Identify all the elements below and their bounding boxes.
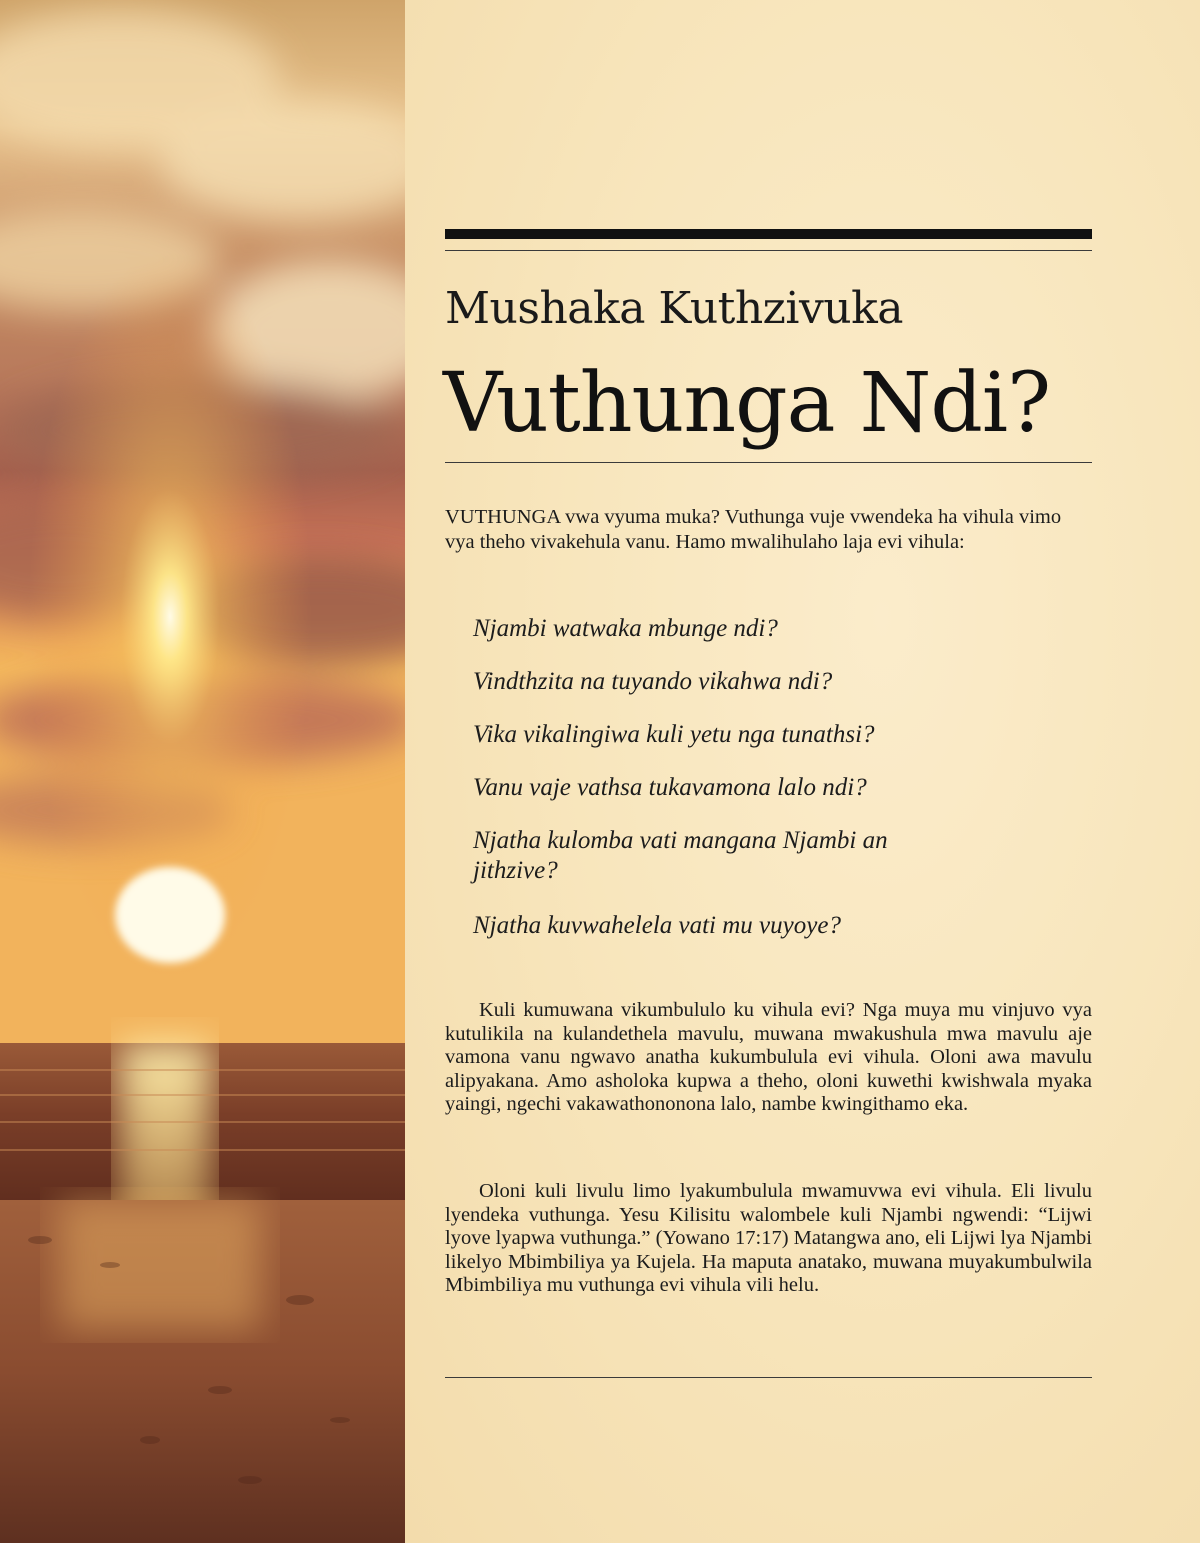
body-paragraph: Oloni kuli livulu limo lyakumbulula mwamuvwa evi vihula. Eli livulu lyendeka vuthunga. Yesu Kilisitu walombele kuli Njambi ngwendi: “Lijwi lyove lyapwa vuthunga.” (Yowano 17:17) Matangwa ano, eli Lijwi lya Njambi likelyo Mbimbiliya ya Kujela. Ha maputa anatako, muwana muyakumbulwila Mbimbiliya mu vuthunga evi vihula vili helu. — [445, 1180, 1092, 1297]
intro-paragraph: VUTHUNGA vwa vyuma muka? Vuthunga vuje vwendeka ha vihula vimo vya theho vivakehula vanu. Hamo mwalihulaho laja evi vihula: — [445, 506, 1062, 553]
question-item: Vanu vaje vathsa tukavamona lalo ndi? — [473, 774, 867, 801]
body-paragraph: Kuli kumuwana vikumbululo ku vihula evi? Nga muya mu vinjuvo vya kutulikila na kulandethela mavulu, muwana mwakushula mwa mavulu aje vamona vanu ngwavo anatha kukumbulula evi vihula. Oloni awa mavulu alipyakana. Amo asholoka kupwa a theho, oloni kuwethi kwishwala myaka yaingi, ngechi vakawathononona lalo, nambe kwingithamo eka. — [445, 999, 1092, 1116]
title-rule — [445, 462, 1092, 463]
page-title: Vuthunga Ndi? — [443, 356, 1051, 451]
bottom-rule — [445, 1377, 1092, 1378]
question-item: Njatha kuvwahelela vati mu vuyoye? — [473, 912, 841, 939]
sunset-beach-photo — [0, 0, 405, 1543]
question-item: Njambi watwaka mbunge ndi? — [473, 615, 778, 642]
question-item: Vika vikalingiwa kuli yetu nga tunathsi? — [473, 721, 875, 748]
question-item: Njatha kulomba vati mangana Njambi an jithzive? — [473, 827, 888, 884]
top-thick-rule — [445, 229, 1092, 239]
text-panel — [405, 0, 1200, 1543]
question-item: Vindthzita na tuyando vikahwa ndi? — [473, 668, 833, 695]
top-thin-rule — [445, 250, 1092, 251]
page-subtitle: Mushaka Kuthzivuka — [445, 283, 904, 334]
